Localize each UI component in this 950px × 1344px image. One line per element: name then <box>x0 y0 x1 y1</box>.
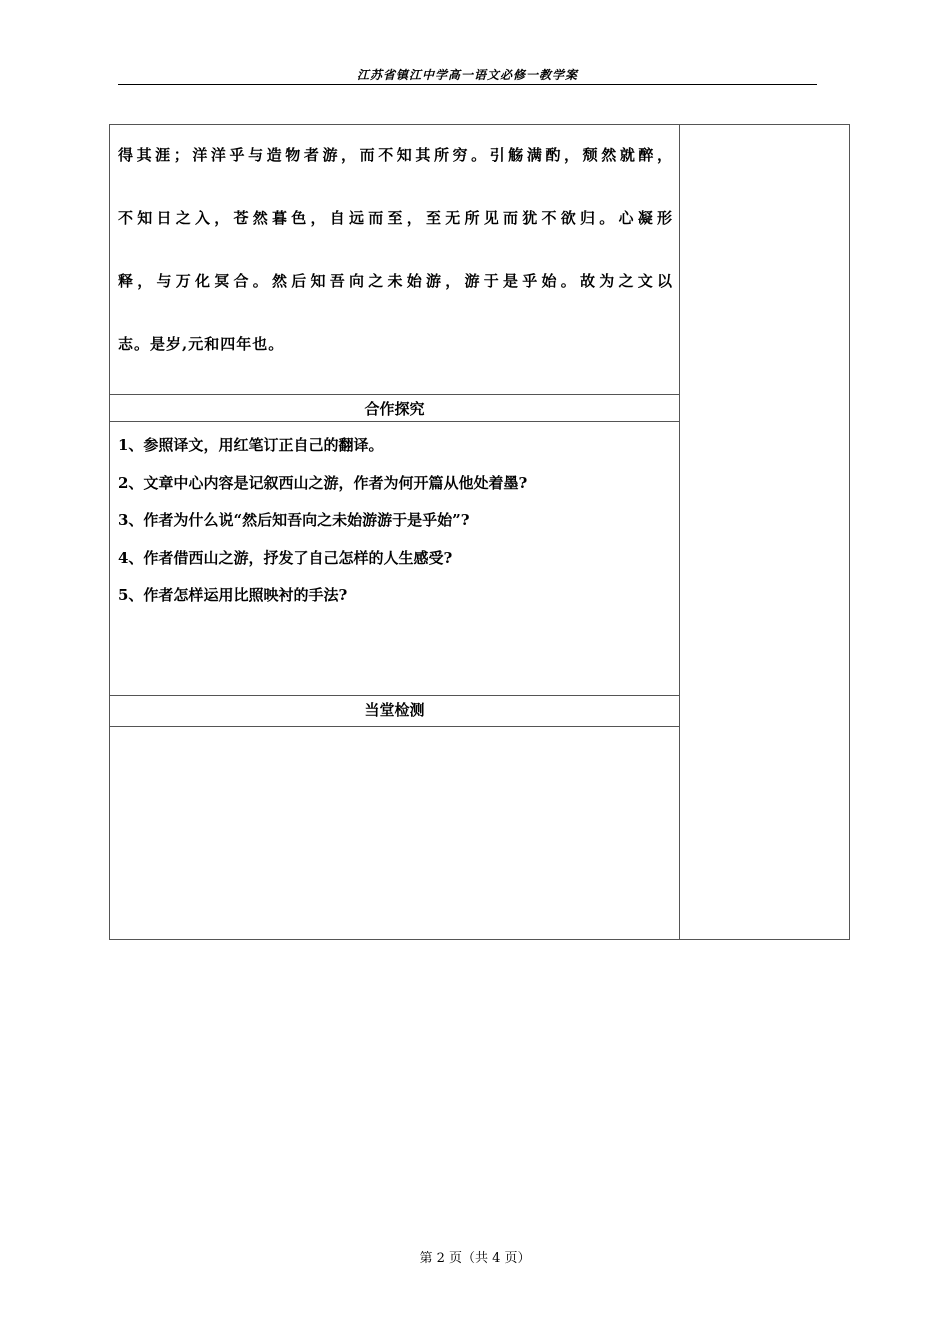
row-divider <box>109 394 680 395</box>
document-header-title: 江苏省镇江中学高一语文必修一教学案 <box>356 68 578 82</box>
question-item: 1、参照译文，用红笔订正自己的翻译。 <box>118 436 384 454</box>
row-divider <box>109 421 680 422</box>
notes-column-divider <box>679 124 680 940</box>
question-item: 4、作者借西山之游，抒发了自己怎样的人生感受? <box>118 548 453 567</box>
passage-line: 得其涯；洋洋乎与造物者游，而不知其所穷。引觞满酌，颓然就醉， <box>118 146 673 164</box>
row-divider <box>109 695 680 696</box>
header-rule <box>118 84 817 85</box>
passage-line: 释，与万化冥合。然后知吾向之未始游，游于是乎始。故为之文以 <box>118 272 673 290</box>
passage-line: 不知日之入，苍然暮色，自远而至，至无所见而犹不欲归。心凝形 <box>118 209 673 227</box>
classical-text-passage <box>118 124 673 376</box>
test-section-title: 当堂检测 <box>364 701 425 719</box>
page-number-footer: 第 2 页（共 4 页） <box>419 1251 531 1266</box>
passage-line: 志。是岁,元和四年也。 <box>118 335 285 353</box>
cooperation-question-list <box>118 434 673 622</box>
question-item: 5、作者怎样运用比照映衬的手法? <box>118 586 348 604</box>
row-divider <box>109 726 680 727</box>
question-item: 2、文章中心内容是记叙西山之游，作者为何开篇从他处着墨? <box>118 473 528 492</box>
question-item: 3、作者为什么说“然后知吾向之未始游游于是乎始”? <box>118 511 470 529</box>
cooperation-section-title: 合作探究 <box>364 400 425 418</box>
